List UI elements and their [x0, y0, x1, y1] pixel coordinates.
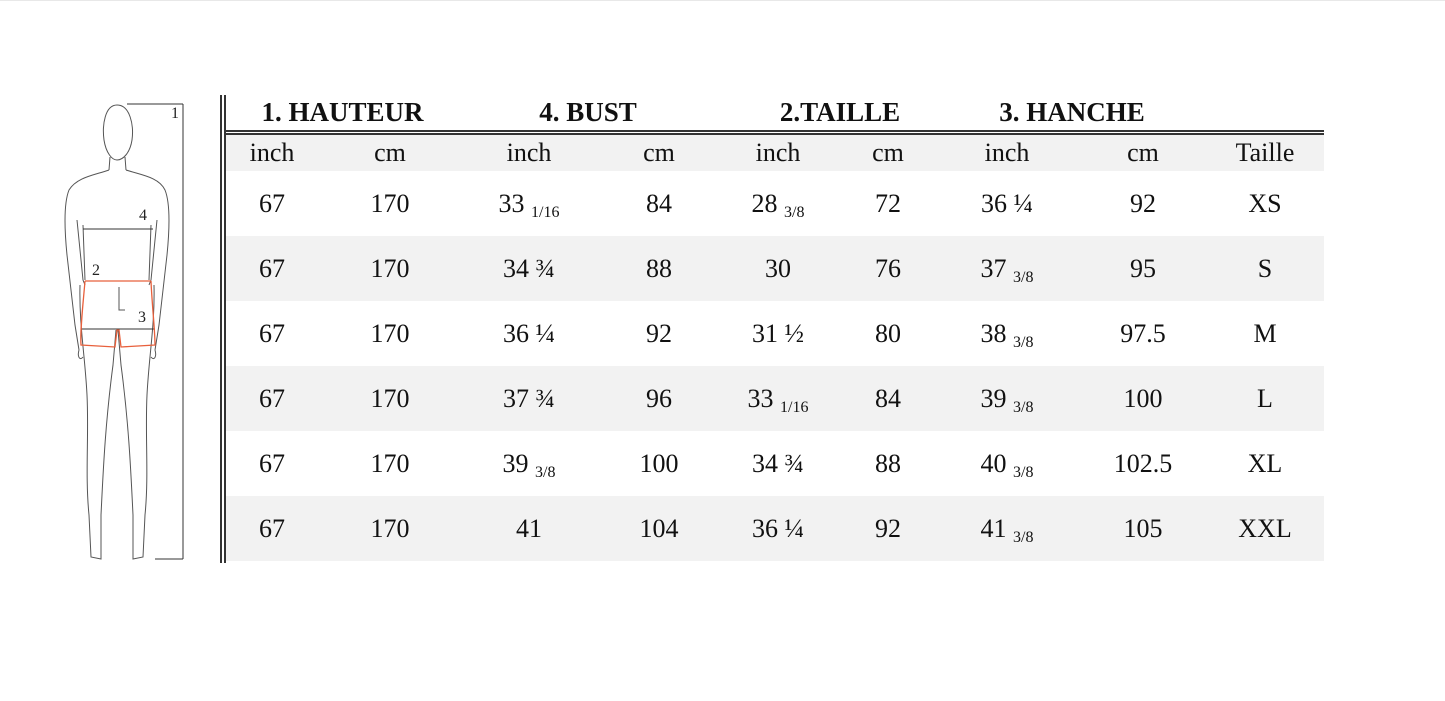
table-row [226, 496, 1324, 561]
cell-value: 67 [259, 189, 285, 218]
cell-value: 67 [259, 384, 285, 413]
cell-height-inch [226, 171, 318, 236]
cell-value: 37 [980, 254, 1007, 283]
cell-fraction: 1/16 [780, 399, 809, 416]
cell-bust-cm [613, 496, 705, 561]
cell-hip-inch [961, 236, 1053, 301]
cell-waist-cm [842, 366, 934, 431]
cell-bust-cm [613, 236, 705, 301]
cell-value: 33 [747, 384, 774, 413]
cell-value: 105 [1123, 514, 1163, 543]
cell-value: 67 [259, 319, 285, 348]
cell-value: XS [1248, 189, 1282, 218]
cell-value: 170 [370, 449, 410, 478]
body-outline-illustration [55, 95, 215, 570]
cell-bust-cm [613, 171, 705, 236]
cell-bust-cm [613, 366, 705, 431]
cell-value: 72 [875, 189, 901, 218]
cell-height-inch [226, 496, 318, 561]
cell-waist-cm [842, 431, 934, 496]
cell-value: 170 [370, 319, 410, 348]
cell-hip-inch [961, 431, 1053, 496]
table-row [226, 431, 1324, 496]
measurement-group-header [220, 95, 1324, 131]
cell-hip-cm [1097, 301, 1189, 366]
unit-header-cell: inch [984, 138, 1030, 167]
unit-header-cell: cm [1127, 138, 1159, 167]
unit-header-cell: cm [872, 138, 904, 167]
cell-value: 67 [259, 254, 285, 283]
cell-value: 170 [370, 254, 410, 283]
cell-waist-inch [732, 431, 824, 496]
cell-hip-cm [1097, 171, 1189, 236]
cell-value: 31 ½ [752, 319, 804, 348]
cell-value: 97.5 [1120, 319, 1166, 348]
cell-hip-inch [961, 366, 1053, 431]
cell-value: 30 [765, 254, 791, 283]
figure-label-hip: 3 [138, 309, 146, 326]
cell-value: 88 [646, 254, 672, 283]
cell-value: 34 ¾ [752, 449, 804, 478]
cell-value: 84 [875, 384, 901, 413]
cell-size [1219, 496, 1311, 561]
cell-hip-cm [1097, 366, 1189, 431]
cell-value: 104 [639, 514, 679, 543]
cell-bust-inch [483, 301, 575, 366]
unit-header-cell: cm [374, 138, 406, 167]
cell-height-inch [226, 431, 318, 496]
cell-size [1219, 301, 1311, 366]
cell-fraction: 3/8 [1013, 334, 1034, 351]
figure-label-height: 1 [171, 105, 179, 122]
cell-value: 102.5 [1113, 449, 1173, 478]
cell-waist-inch [732, 366, 824, 431]
cell-size [1219, 171, 1311, 236]
cell-fraction: 3/8 [1013, 269, 1034, 286]
cell-value: 40 [980, 449, 1007, 478]
cell-height-cm [344, 236, 436, 301]
cell-value: 92 [875, 514, 901, 543]
cell-value: 92 [1130, 189, 1156, 218]
cell-hip-cm [1097, 236, 1189, 301]
cell-value: 84 [646, 189, 672, 218]
cell-value: 36 ¼ [503, 319, 555, 348]
cell-fraction: 1/16 [531, 204, 560, 221]
table-row [226, 236, 1324, 301]
cell-value: 100 [1123, 384, 1163, 413]
cell-fraction: 3/8 [1013, 529, 1034, 546]
cell-value: XXL [1238, 514, 1292, 543]
unit-header-cell: Taille [1235, 138, 1295, 167]
cell-height-inch [226, 301, 318, 366]
cell-waist-inch [732, 171, 824, 236]
cell-value: 36 ¼ [752, 514, 804, 543]
unit-header-row [226, 135, 1324, 171]
cell-hip-inch [961, 496, 1053, 561]
cell-height-cm [344, 366, 436, 431]
table-row [226, 366, 1324, 431]
cell-value: 37 ¾ [503, 384, 555, 413]
unit-header-cell: inch [249, 138, 295, 167]
cell-waist-inch [732, 496, 824, 561]
unit-header-cell: inch [755, 138, 801, 167]
top-divider [0, 0, 1445, 1]
cell-value: 170 [370, 189, 410, 218]
cell-value: 100 [639, 449, 679, 478]
cell-fraction: 3/8 [1013, 399, 1034, 416]
cell-value: XL [1247, 449, 1283, 478]
unit-header-cell: cm [643, 138, 675, 167]
header-rule-top [226, 130, 1324, 132]
cell-fraction: 3/8 [784, 204, 805, 221]
cell-value: 67 [259, 449, 285, 478]
cell-hip-inch [961, 171, 1053, 236]
figure-label-waist: 2 [92, 262, 100, 279]
cell-hip-cm [1097, 496, 1189, 561]
cell-value: M [1253, 319, 1277, 348]
cell-value: 34 ¾ [503, 254, 555, 283]
group-title-hip: 3. HANCHE [999, 97, 1145, 127]
cell-height-cm [344, 301, 436, 366]
cell-height-cm [344, 171, 436, 236]
cell-value: 39 [980, 384, 1007, 413]
cell-waist-inch [732, 236, 824, 301]
cell-value: S [1257, 254, 1273, 283]
group-title-bust: 4. BUST [539, 97, 637, 127]
cell-size [1219, 431, 1311, 496]
cell-height-inch [226, 366, 318, 431]
table-left-border [220, 95, 222, 563]
cell-fraction: 3/8 [1013, 464, 1034, 481]
cell-value: 88 [875, 449, 901, 478]
cell-value: 41 [516, 514, 542, 543]
cell-bust-inch [483, 431, 575, 496]
cell-value: 67 [259, 514, 285, 543]
cell-value: 92 [646, 319, 672, 348]
cell-value: 28 [751, 189, 778, 218]
cell-value: 38 [980, 319, 1007, 348]
cell-height-cm [344, 431, 436, 496]
cell-bust-inch [483, 496, 575, 561]
cell-bust-cm [613, 431, 705, 496]
cell-value: L [1257, 384, 1273, 413]
cell-hip-inch [961, 301, 1053, 366]
measurement-figure [55, 95, 215, 570]
cell-bust-inch [483, 236, 575, 301]
cell-waist-cm [842, 301, 934, 366]
cell-waist-cm [842, 171, 934, 236]
table-row [226, 171, 1324, 236]
cell-bust-cm [613, 301, 705, 366]
figure-label-bust: 4 [139, 207, 147, 224]
cell-waist-inch [732, 301, 824, 366]
cell-value: 41 [980, 514, 1007, 543]
cell-bust-inch [483, 171, 575, 236]
cell-waist-cm [842, 236, 934, 301]
cell-height-inch [226, 236, 318, 301]
unit-header-cell: inch [506, 138, 552, 167]
group-title-waist: 2.TAILLE [779, 97, 901, 127]
cell-value: 36 ¼ [981, 189, 1033, 218]
cell-height-cm [344, 496, 436, 561]
cell-value: 76 [875, 254, 901, 283]
cell-waist-cm [842, 496, 934, 561]
cell-value: 95 [1130, 254, 1156, 283]
cell-value: 170 [370, 514, 410, 543]
cell-size [1219, 236, 1311, 301]
cell-value: 33 [498, 189, 525, 218]
cell-fraction: 3/8 [535, 464, 556, 481]
table-row [226, 301, 1324, 366]
cell-value: 96 [646, 384, 672, 413]
cell-hip-cm [1097, 431, 1189, 496]
cell-value: 39 [502, 449, 529, 478]
cell-value: 80 [875, 319, 901, 348]
cell-size [1219, 366, 1311, 431]
cell-value: 170 [370, 384, 410, 413]
group-title-height: 1. HAUTEUR [261, 97, 424, 127]
cell-bust-inch [483, 366, 575, 431]
